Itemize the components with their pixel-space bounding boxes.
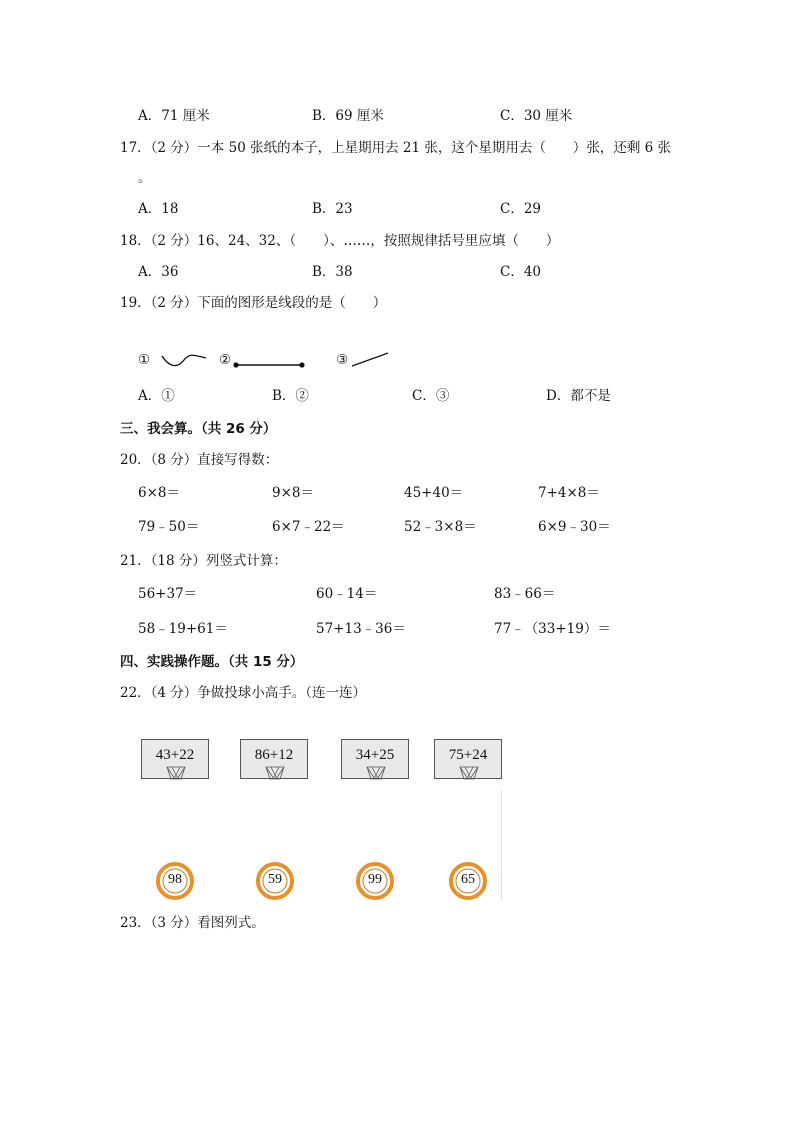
q19-option-a: A．① xyxy=(138,388,175,404)
ball-number: 59 xyxy=(268,872,282,887)
q19-option-b: B．② xyxy=(272,388,309,404)
curve-figure xyxy=(160,350,210,370)
ball-number: 65 xyxy=(461,872,475,887)
q23-text: 23．（3 分）看图列式。 xyxy=(120,915,265,931)
q19-option-d: D．都不是 xyxy=(546,388,611,404)
ball-number: 98 xyxy=(168,872,182,887)
q18-option-c: C．40 xyxy=(500,264,542,280)
q20-item: 52﹣3×8＝ xyxy=(404,519,477,535)
q20-item: 79﹣50＝ xyxy=(138,519,200,535)
q20-item: 6×7﹣22＝ xyxy=(272,519,345,535)
hoop-board-1 xyxy=(141,739,209,779)
hoop-board-2 xyxy=(240,739,308,779)
q17-option-a: A．18 xyxy=(138,201,179,217)
q16-option-c: C．30 厘米 xyxy=(500,108,573,124)
q17-option-b: B．23 xyxy=(312,201,353,217)
hoop-expression: 86+12 xyxy=(254,747,294,763)
hoop-expression: 43+22 xyxy=(155,747,195,763)
hoop-expression: 34+25 xyxy=(355,747,395,763)
q17-option-c: C．29 xyxy=(500,201,542,217)
q18-text: 18．（2 分）16、24、32、（ ）、……，按照规律括号里应填（ ） xyxy=(120,233,560,249)
figure-marker-3: ③ xyxy=(336,352,349,368)
basketball-4 xyxy=(449,862,487,900)
hoop-expression: 75+24 xyxy=(448,747,488,763)
hoop-board-4 xyxy=(434,739,502,779)
q20-item: 45+40＝ xyxy=(404,485,464,501)
basketball-3 xyxy=(356,862,394,900)
q22-text: 22．（4 分）争做投球小高手。（连一连） xyxy=(120,685,367,701)
q21-item: 77﹣（33+19）＝ xyxy=(494,621,611,637)
figure-marker-1: ① xyxy=(138,352,151,368)
segment-figure xyxy=(232,358,308,372)
q16-option-b: B．69 厘米 xyxy=(312,108,384,124)
ball-number: 99 xyxy=(368,872,382,887)
q20-item: 7+4×8＝ xyxy=(538,485,600,501)
net-icon xyxy=(265,766,285,780)
q19-text: 19．（2 分）下面的图形是线段的是（ ） xyxy=(120,295,387,311)
q21-item: 58﹣19+61＝ xyxy=(138,621,228,637)
q16-option-a: A．71 厘米 xyxy=(138,108,210,124)
basketball-1 xyxy=(156,862,194,900)
q20-text: 20．（8 分）直接写得数： xyxy=(120,452,279,468)
q21-item: 60﹣14＝ xyxy=(316,586,378,602)
q18-option-b: B．38 xyxy=(312,264,353,280)
section4-title: 四、实践操作题。（共 15 分） xyxy=(120,654,304,670)
q21-item: 57+13﹣36＝ xyxy=(316,621,406,637)
basketball-2 xyxy=(256,862,294,900)
q18-option-a: A．36 xyxy=(138,264,179,280)
q21-item: 83﹣66＝ xyxy=(494,586,556,602)
q21-item: 56+37＝ xyxy=(138,586,198,602)
q20-item: 6×9﹣30＝ xyxy=(538,519,611,535)
q20-item: 9×8＝ xyxy=(272,485,314,501)
hoop-board-3 xyxy=(341,739,409,779)
ray-figure xyxy=(350,350,392,370)
section3-title: 三、我会算。（共 26 分） xyxy=(120,421,277,437)
q17-text: 17．（2 分）一本 50 张纸的本子，上星期用去 21 张，这个星期用去（ ）张，还剩 6 张 xyxy=(120,140,672,156)
figure-border xyxy=(501,790,502,900)
q20-item: 6×8＝ xyxy=(138,485,180,501)
net-icon xyxy=(366,766,386,780)
q19-option-c: C．③ xyxy=(412,388,450,404)
q17-tail: 。 xyxy=(138,170,152,186)
figure-marker-2: ② xyxy=(219,352,232,368)
net-icon xyxy=(459,766,479,780)
net-icon xyxy=(166,766,186,780)
q21-text: 21．（18 分）列竖式计算： xyxy=(120,553,287,569)
